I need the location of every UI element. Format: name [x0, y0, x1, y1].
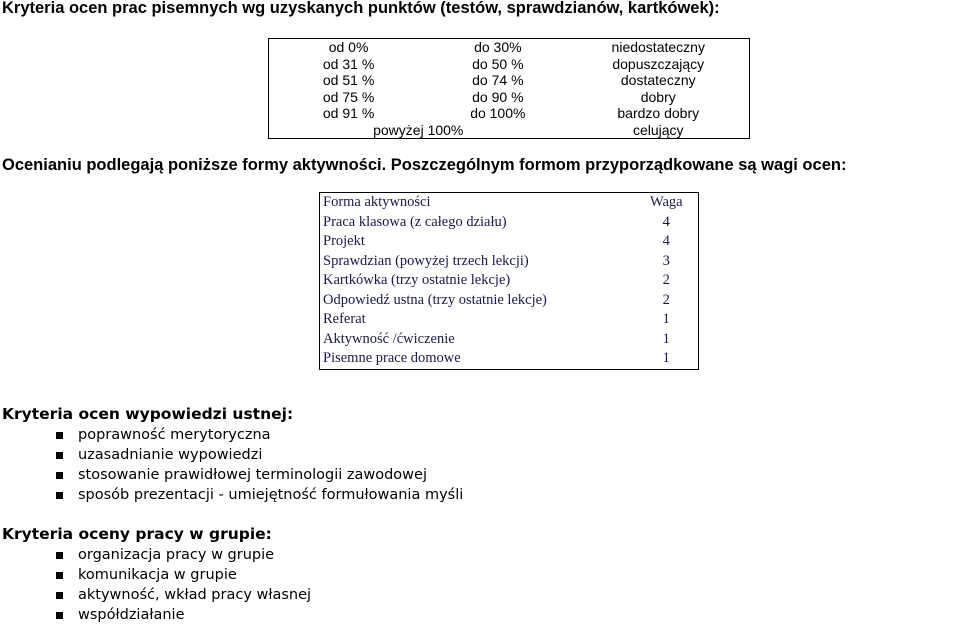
- column-header-form: Forma aktywności: [323, 194, 431, 211]
- table-row: [269, 39, 750, 56]
- table-row: [269, 122, 750, 139]
- list-item-text: uzasadnianie wypowiedzi: [78, 447, 263, 463]
- grade-to: do 100%: [470, 105, 526, 122]
- oral-criteria-list: [56, 425, 463, 505]
- grade-scale-table: [268, 38, 750, 139]
- table-row: [320, 291, 699, 311]
- table-row: [269, 105, 750, 122]
- list-item-text: komunikacja w grupie: [78, 567, 237, 583]
- grade-from: od 31 %: [322, 55, 375, 72]
- activity-weight: 3: [662, 252, 670, 269]
- heading-oral-criteria: Kryteria ocen wypowiedzi ustnej:: [2, 405, 294, 423]
- list-item-text: aktywność, wkład pracy własnej: [78, 587, 312, 603]
- activity-weight: 1: [662, 350, 670, 367]
- list-item-text: współdziałanie: [78, 607, 185, 623]
- table-row: [320, 213, 699, 233]
- activity-form: Pisemne prace domowe: [323, 350, 461, 367]
- activity-weight: 1: [662, 311, 670, 328]
- activity-weight-table: [319, 192, 699, 370]
- activity-weight: 1: [662, 330, 670, 347]
- list-item: [56, 605, 311, 625]
- square-bullet-icon: [56, 452, 63, 459]
- list-item-text: poprawność merytoryczna: [78, 427, 271, 443]
- grade-from: od 51 %: [322, 72, 375, 89]
- activity-form: Projekt: [323, 233, 365, 250]
- square-bullet-icon: [56, 432, 63, 439]
- square-bullet-icon: [56, 552, 63, 559]
- grade-from: od 75 %: [322, 88, 375, 105]
- table-row: [320, 310, 699, 330]
- list-item: [56, 465, 463, 485]
- heading-group-criteria: Kryteria oceny pracy w grupie:: [2, 525, 272, 543]
- list-item: [56, 565, 311, 585]
- list-item: [56, 585, 311, 605]
- grade-range: powyżej 100%: [373, 121, 464, 138]
- activity-form: Kartkówka (trzy ostatnie lekcje): [323, 272, 511, 289]
- square-bullet-icon: [56, 492, 63, 499]
- list-item-text: stosowanie prawidłowej terminologii zawodowej: [78, 467, 427, 483]
- grade-from: od 91 %: [322, 105, 375, 122]
- square-bullet-icon: [56, 592, 63, 599]
- square-bullet-icon: [56, 472, 63, 479]
- list-item-text: organizacja pracy w grupie: [78, 547, 275, 563]
- list-item: [56, 425, 463, 445]
- grade-name: bardzo dobry: [617, 105, 700, 122]
- table-row: [320, 349, 699, 369]
- list-item-text: sposób prezentacji - umiejętność formułowania myśli: [78, 487, 464, 503]
- table-row: [320, 271, 699, 291]
- activity-form: Odpowiedź ustna (trzy ostatnie lekcje): [323, 291, 547, 308]
- grade-from: od 0%: [328, 39, 369, 56]
- grade-to: do 74 %: [472, 72, 524, 89]
- list-item: [56, 445, 463, 465]
- column-header-weight: Waga: [649, 194, 683, 211]
- group-criteria-list: [56, 545, 311, 625]
- table-row: [320, 232, 699, 252]
- grade-name: niedostateczny: [611, 39, 705, 56]
- table-row: [269, 72, 750, 89]
- table-row: [269, 89, 750, 106]
- grade-name: celujący: [632, 121, 684, 138]
- grade-name: dobry: [640, 88, 676, 105]
- table-row: [320, 330, 699, 350]
- grade-name: dostateczny: [620, 72, 696, 89]
- heading-written-work: Kryteria ocen prac pisemnych wg uzyskanych punktów (testów, sprawdzianów, kartkówek):: [2, 0, 720, 17]
- list-item: [56, 545, 311, 565]
- grade-to: do 50 %: [472, 55, 524, 72]
- activity-form: Praca klasowa (z całego działu): [323, 213, 507, 230]
- heading-activity-weights: Ocenianiu podlegają poniższe formy aktywności. Poszczególnym formom przyporządkowane są wagi ocen:: [2, 156, 847, 174]
- table-header-row: [320, 193, 699, 213]
- activity-form: Aktywność /ćwiczenie: [323, 330, 455, 347]
- grade-to: do 90 %: [472, 88, 524, 105]
- activity-weight: 2: [662, 272, 670, 289]
- activity-form: Sprawdzian (powyżej trzech lekcji): [323, 252, 529, 269]
- activity-weight: 2: [662, 291, 670, 308]
- activity-weight: 4: [662, 213, 670, 230]
- table-row: [320, 252, 699, 272]
- grade-name: dopuszczający: [612, 55, 705, 72]
- square-bullet-icon: [56, 572, 63, 579]
- activity-weight: 4: [662, 233, 670, 250]
- square-bullet-icon: [56, 612, 63, 619]
- activity-form: Referat: [323, 311, 366, 328]
- grade-to: do 30%: [474, 39, 522, 56]
- table-row: [269, 56, 750, 73]
- list-item: [56, 485, 463, 505]
